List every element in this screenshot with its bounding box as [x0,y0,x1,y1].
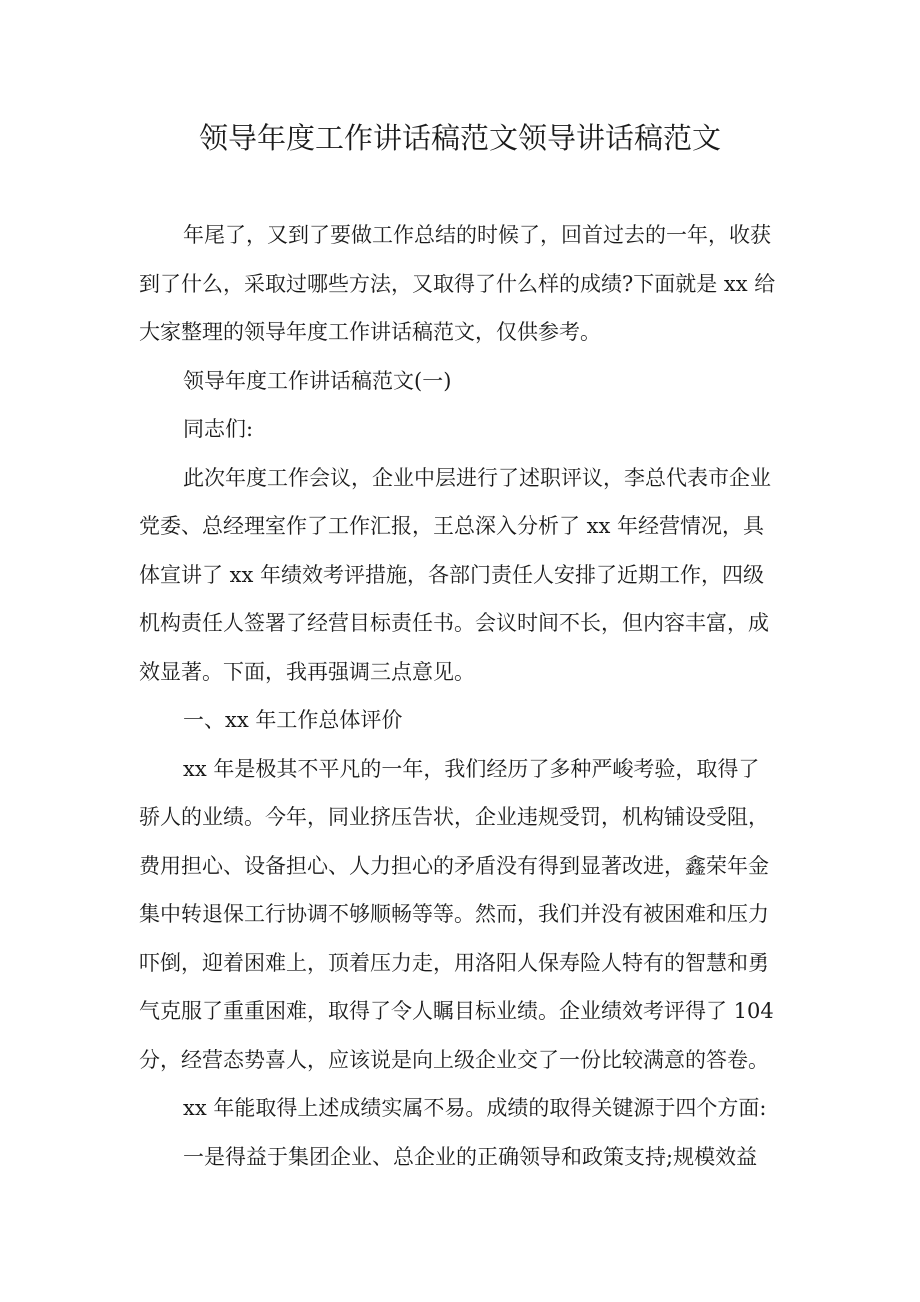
text-line: 集中转退保工行协调不够顺畅等等。然而，我们并没有被困难和压力 [139,902,769,926]
text-line: 体宣讲了 xx 年绩效考评措施，各部门责任人安排了近期工作，四级 [139,562,765,587]
paragraph-point-one [139,1133,784,1182]
text-line: 分，经营态势喜人，应该说是向上级企业交了一份比较满意的答卷。 [139,1047,769,1072]
text-line: 费用担心、设备担心、人力担心的矛盾没有得到显著改进，鑫荣年金 [139,853,769,878]
paragraph-reasons [139,1084,784,1133]
text-line: 效显著。下面，我再强调三点意见。 [139,659,475,684]
text-line: 领导年度工作讲话稿范文(一) [183,368,452,393]
text-line: 一是得益于集团企业、总企业的正确领导和政策支持;规模效益 [183,1144,758,1169]
text-line: 气克服了重重困难，取得了令人瞩目标业绩。企业绩效考评得了 104 [139,999,774,1023]
text-line: xx 年能取得上述成绩实属不易。成绩的取得关键源于四个方面: [183,1096,767,1120]
document-body [139,211,784,1181]
text-line: 同志们: [183,417,254,441]
paragraph-review [139,745,784,1085]
text-line: 一、xx 年工作总体评价 [183,708,403,732]
text-line: 到了什么，采取过哪些方法，又取得了什么样的成绩?下面就是 xx 给 [139,271,776,296]
paragraph-meeting [139,454,784,697]
paragraph-intro [139,211,784,357]
text-line: 党委、总经理室作了工作汇报，王总深入分析了 xx 年经营情况，具 [139,514,765,538]
text-line: 机构责任人签署了经营目标责任书。会议时间不长，但内容丰富，成 [139,611,769,635]
section-heading [139,357,784,406]
salutation [139,405,784,454]
text-line: 大家整理的领导年度工作讲话稿范文，仅供参考。 [139,320,601,344]
document-title: 领导年度工作讲话稿范文领导讲话稿范文 [198,121,721,155]
text-line: 年尾了，又到了要做工作总结的时候了，回首过去的一年，收获 [183,223,771,247]
text-line: xx 年是极其不平凡的一年，我们经历了多种严峻考验，取得了 [183,756,760,781]
section-heading [139,696,784,745]
text-line: 骄人的业绩。今年，同业挤压告状，企业违规受罚，机构铺设受阻， [139,805,769,829]
text-line: 此次年度工作会议，企业中层进行了述职评议，李总代表市企业 [183,465,771,490]
text-line: 吓倒，迎着困难上，顶着压力走，用洛阳人保寿险人特有的智慧和勇 [139,950,769,975]
